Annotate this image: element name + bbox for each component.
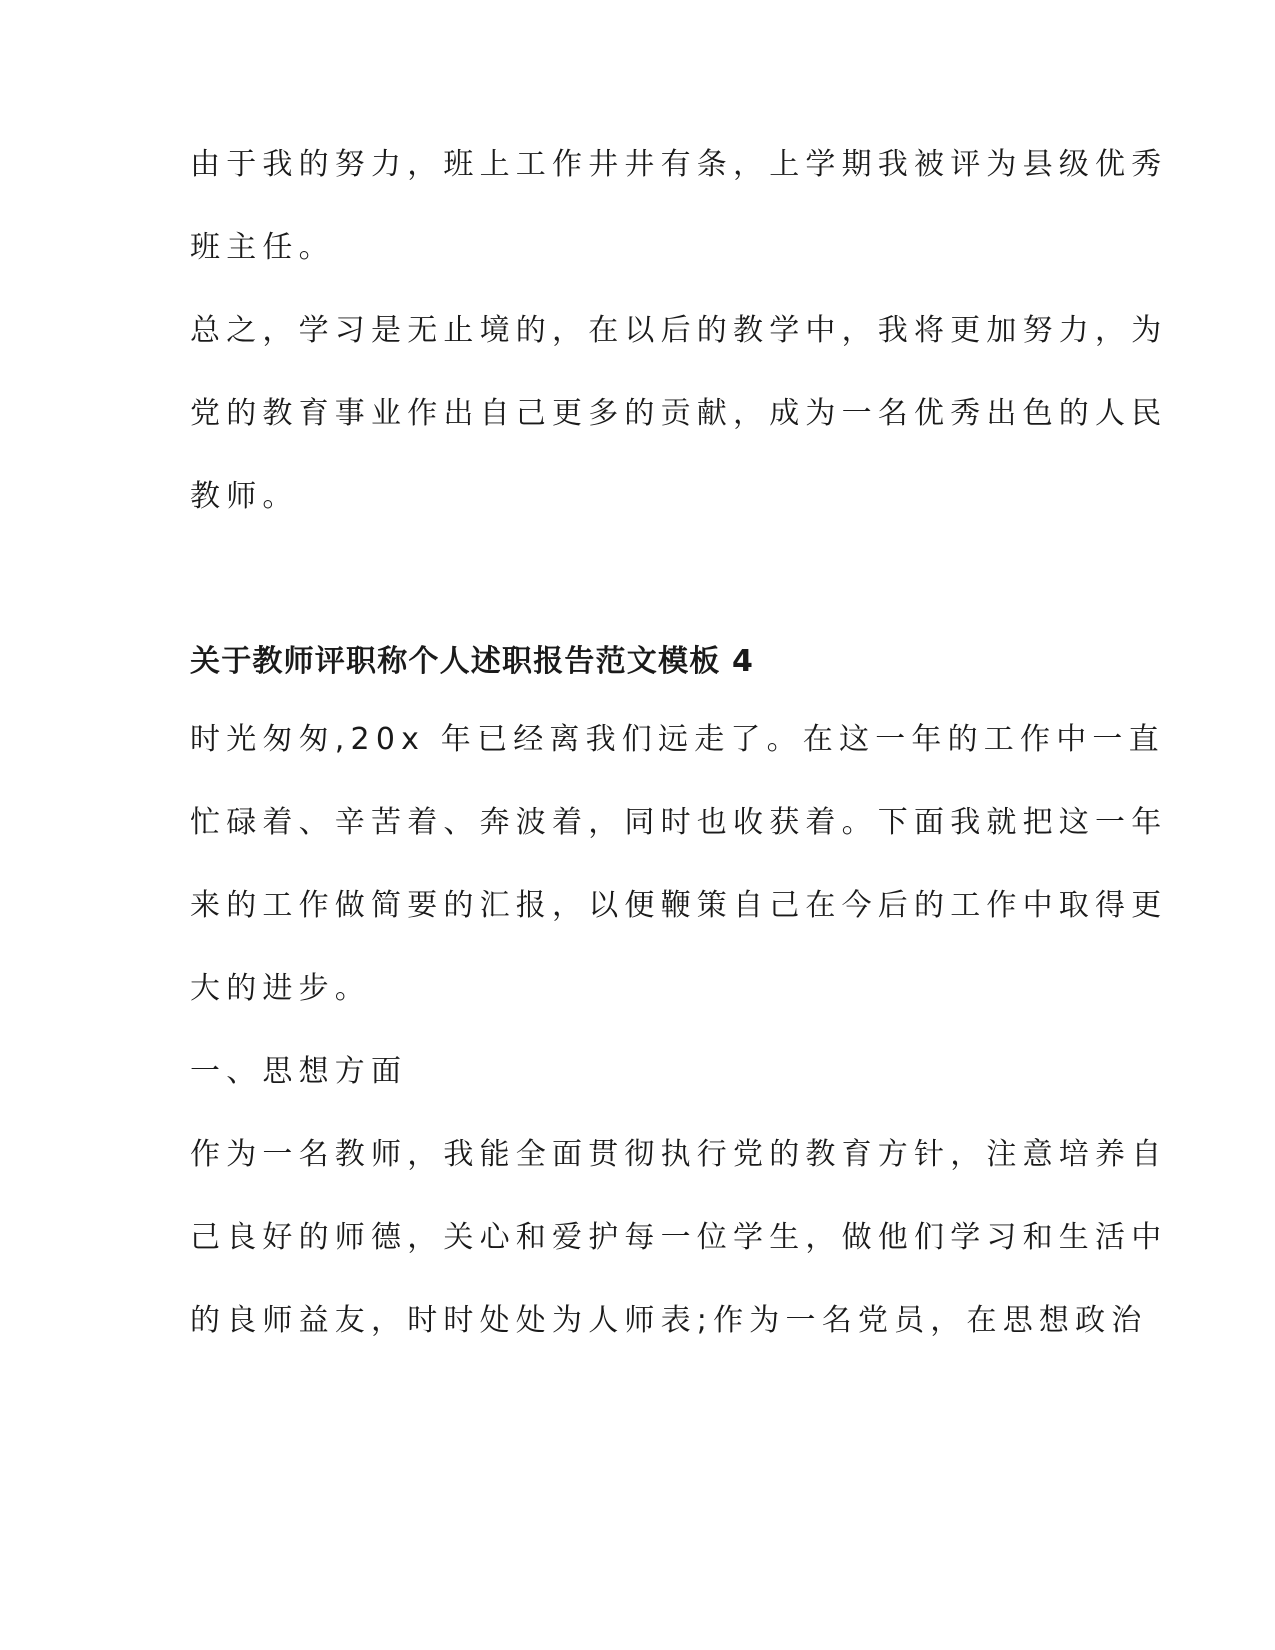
body-text-line: 来的工作做简要的汇报，以便鞭策自己在今后的工作中取得更	[190, 888, 1168, 923]
body-text-line: 时光匆匆,20x 年已经离我们远走了。在这一年的工作中一直	[190, 722, 1165, 757]
section-title: 关于教师评职称个人述职报告范文模板 4	[190, 644, 755, 679]
body-text-line: 忙碌着、辛苦着、奔波着，同时也收获着。下面我就把这一年	[190, 805, 1168, 840]
body-text-line: 大的进步。	[190, 971, 371, 1006]
body-text-line: 党的教育事业作出自己更多的贡献，成为一名优秀出色的人民	[190, 396, 1168, 431]
body-text-line: 总之，学习是无止境的，在以后的教学中，我将更加努力，为	[190, 313, 1168, 348]
body-text-line: 作为一名教师，我能全面贯彻执行党的教育方针，注意培养自	[190, 1137, 1168, 1172]
subheading-line: 一、思想方面	[190, 1054, 408, 1089]
body-text-line: 由于我的努力，班上工作井井有条，上学期我被评为县级优秀	[190, 147, 1168, 182]
body-text-line: 的良师益友，时时处处为人师表;作为一名党员，在思想政治	[190, 1303, 1148, 1338]
body-text-line: 班主任。	[190, 230, 335, 265]
body-text-line: 己良好的师德，关心和爱护每一位学生，做他们学习和生活中	[190, 1220, 1168, 1255]
body-text-line: 教师。	[190, 479, 299, 514]
